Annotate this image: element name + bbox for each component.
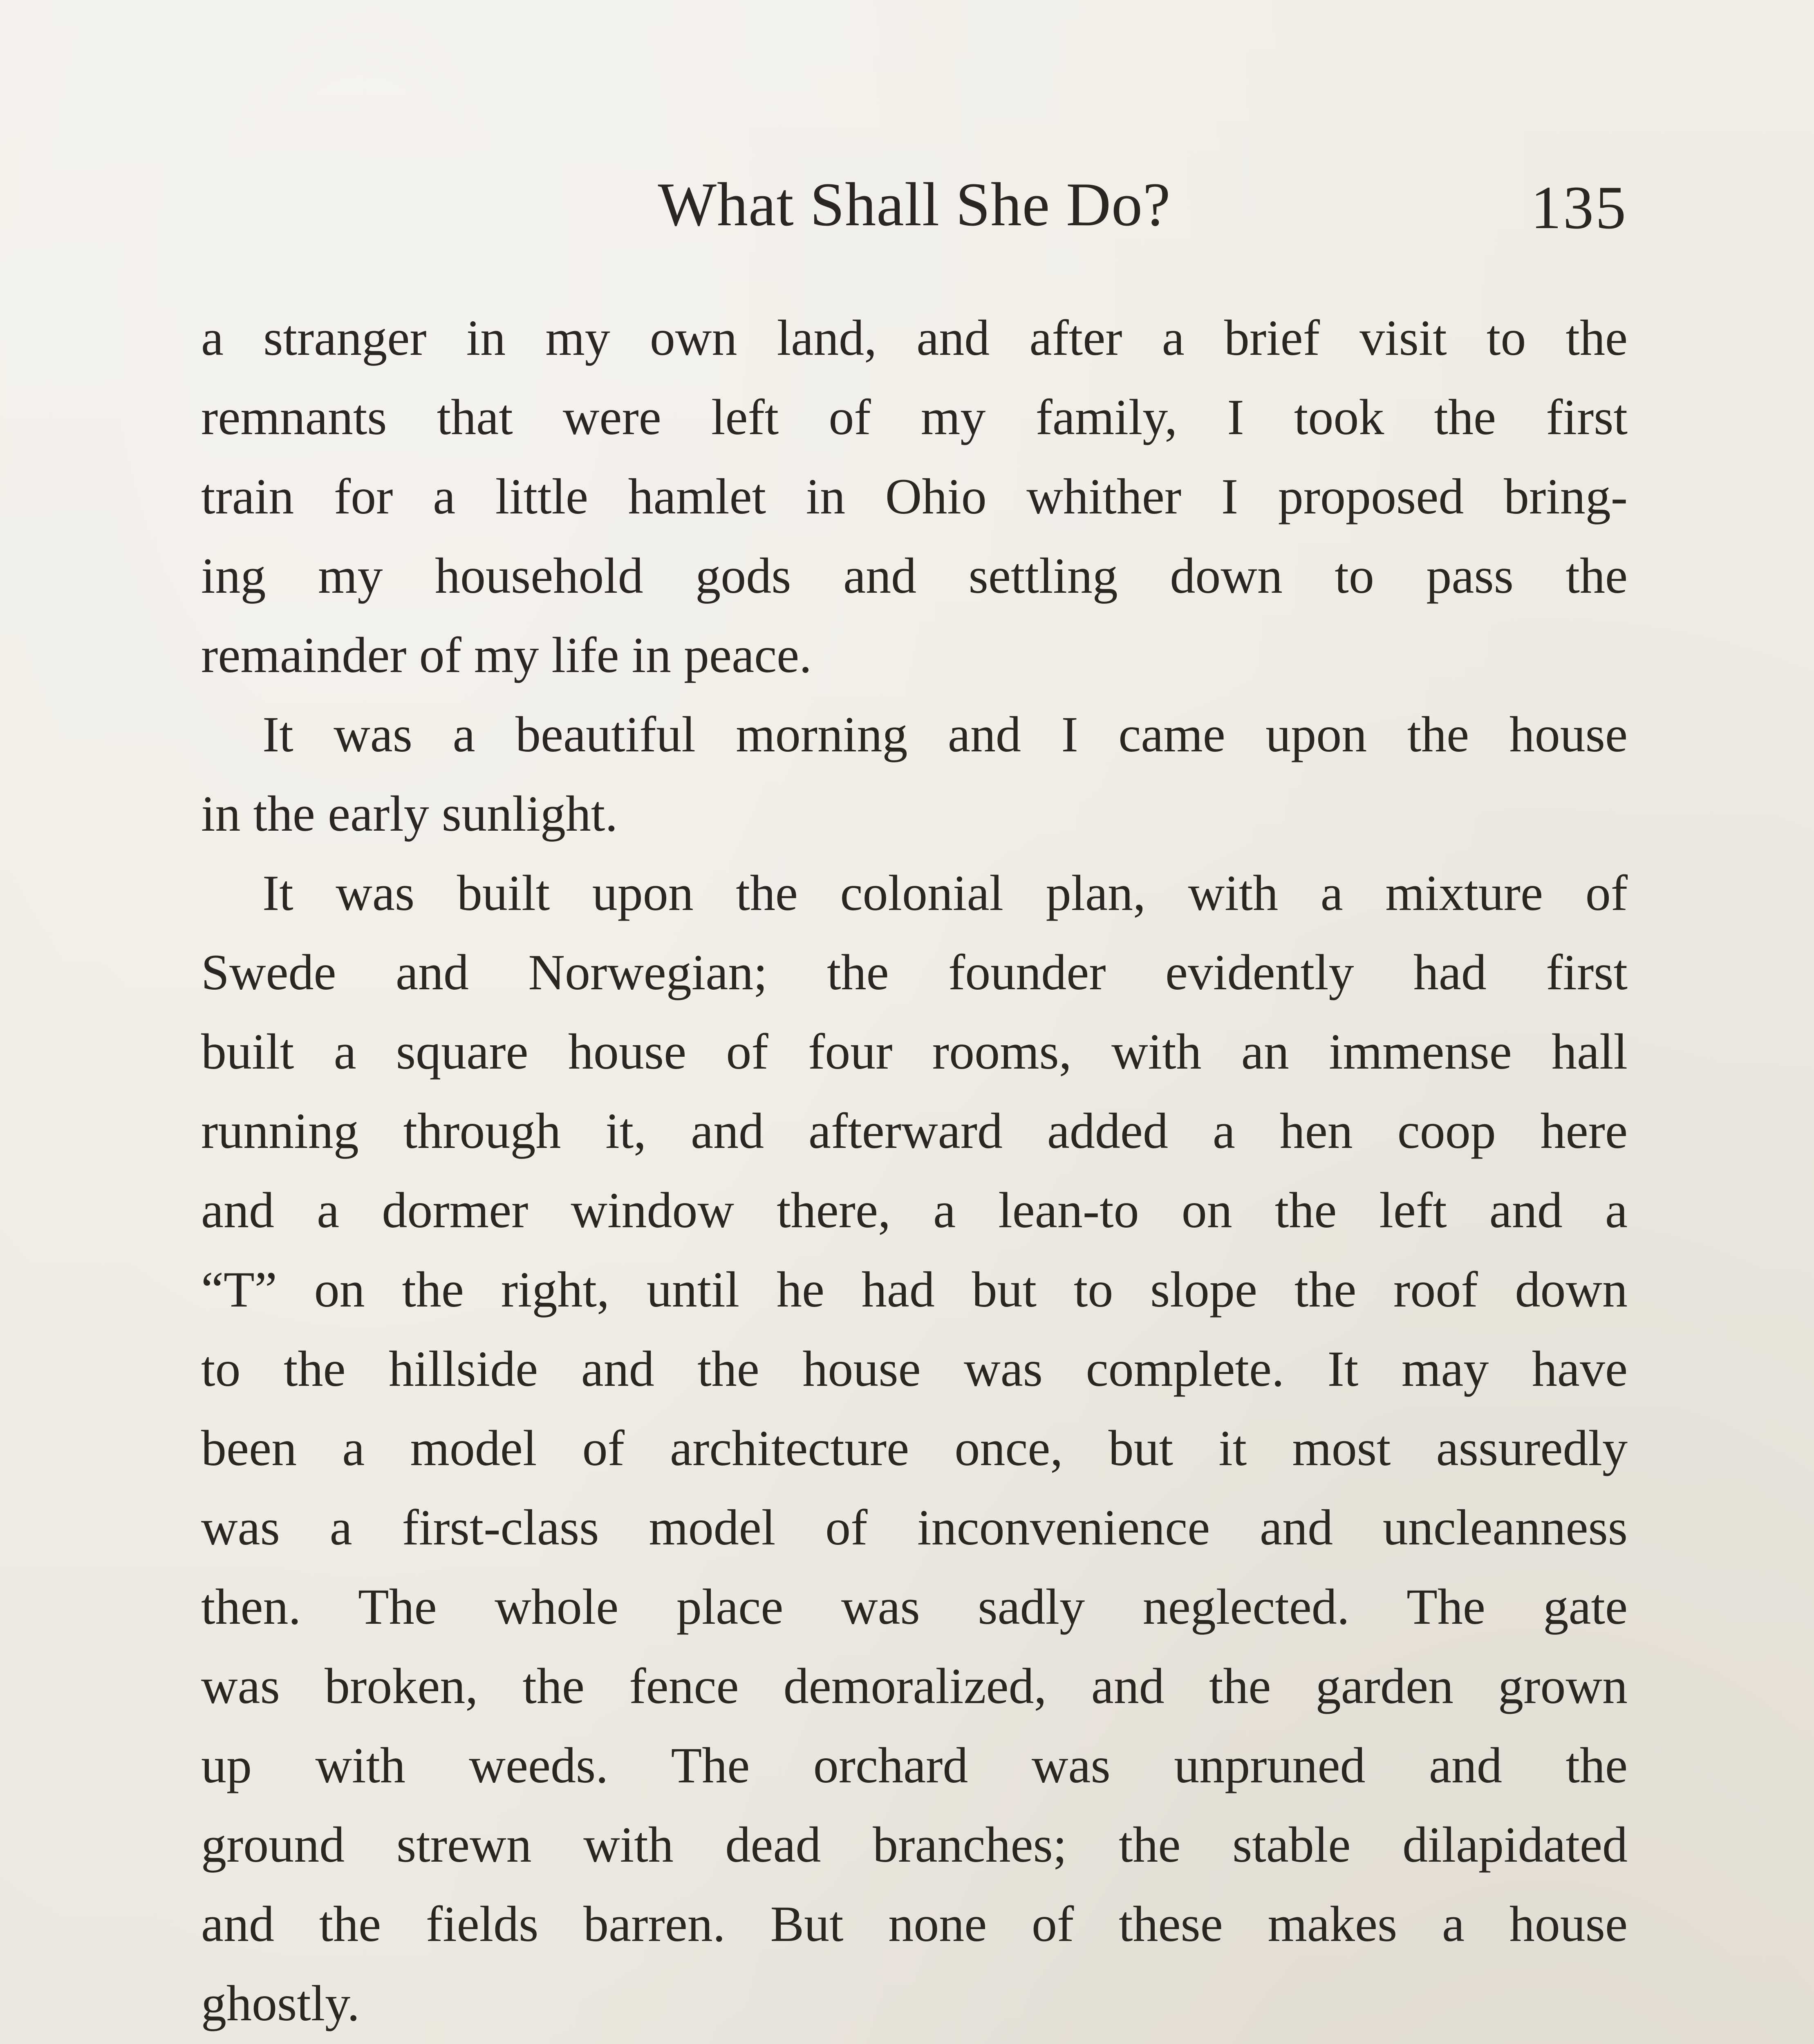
running-head [201, 164, 1628, 245]
text-line: been a model of architecture once, but it most assuredly [201, 1420, 1628, 1476]
body-text [201, 298, 1628, 2044]
text-line: Swede and Norwegian; the founder evidently had first [201, 944, 1628, 1000]
paragraph [201, 298, 1628, 695]
text-line: was broken, the fence demoralized, and the garden grown [201, 1658, 1628, 1714]
text-line: up with weeds. The orchard was unpruned and the [201, 1737, 1628, 1793]
text-line: a stranger in my own land, and after a brief visit to the [201, 310, 1628, 366]
text-line: It was built upon the colonial plan, with a mixture of [262, 865, 1628, 921]
text-line: in the early sunlight. [201, 786, 618, 842]
text-line: was a first-class model of inconvenience and uncleanness [201, 1499, 1628, 1555]
text-line: remainder of my life in peace. [201, 627, 812, 683]
text-line: ground strewn with dead branches; the stable dilapidated [201, 1817, 1628, 1873]
text-line: built a square house of four rooms, with an immense hall [201, 1024, 1628, 1080]
text-line: and the fields barren. But none of these makes a house [201, 1896, 1628, 1952]
page-number: 135 [1531, 174, 1628, 242]
paragraph [201, 854, 1628, 2043]
text-line: running through it, and afterward added a hen coop here [201, 1103, 1628, 1159]
running-title: What Shall She Do? [658, 170, 1171, 239]
text-line: “T” on the right, until he had but to slope the roof down [201, 1262, 1628, 1318]
text-line: then. The whole place was sadly neglected. The gate [201, 1579, 1628, 1635]
text-line: train for a little hamlet in Ohio whither I proposed bring- [201, 468, 1628, 524]
text-line: ghostly. [201, 1975, 360, 2031]
text-line: It was a beautiful morning and I came upon the house [262, 706, 1628, 762]
paragraph [201, 695, 1628, 854]
text-line: remnants that were left of my family, I took the first [201, 389, 1628, 445]
text-line: ing my household gods and settling down to pass the [201, 548, 1628, 604]
text-line: to the hillside and the house was complete. It may have [201, 1341, 1628, 1397]
text-line: and a dormer window there, a lean-to on the left and a [201, 1182, 1628, 1238]
